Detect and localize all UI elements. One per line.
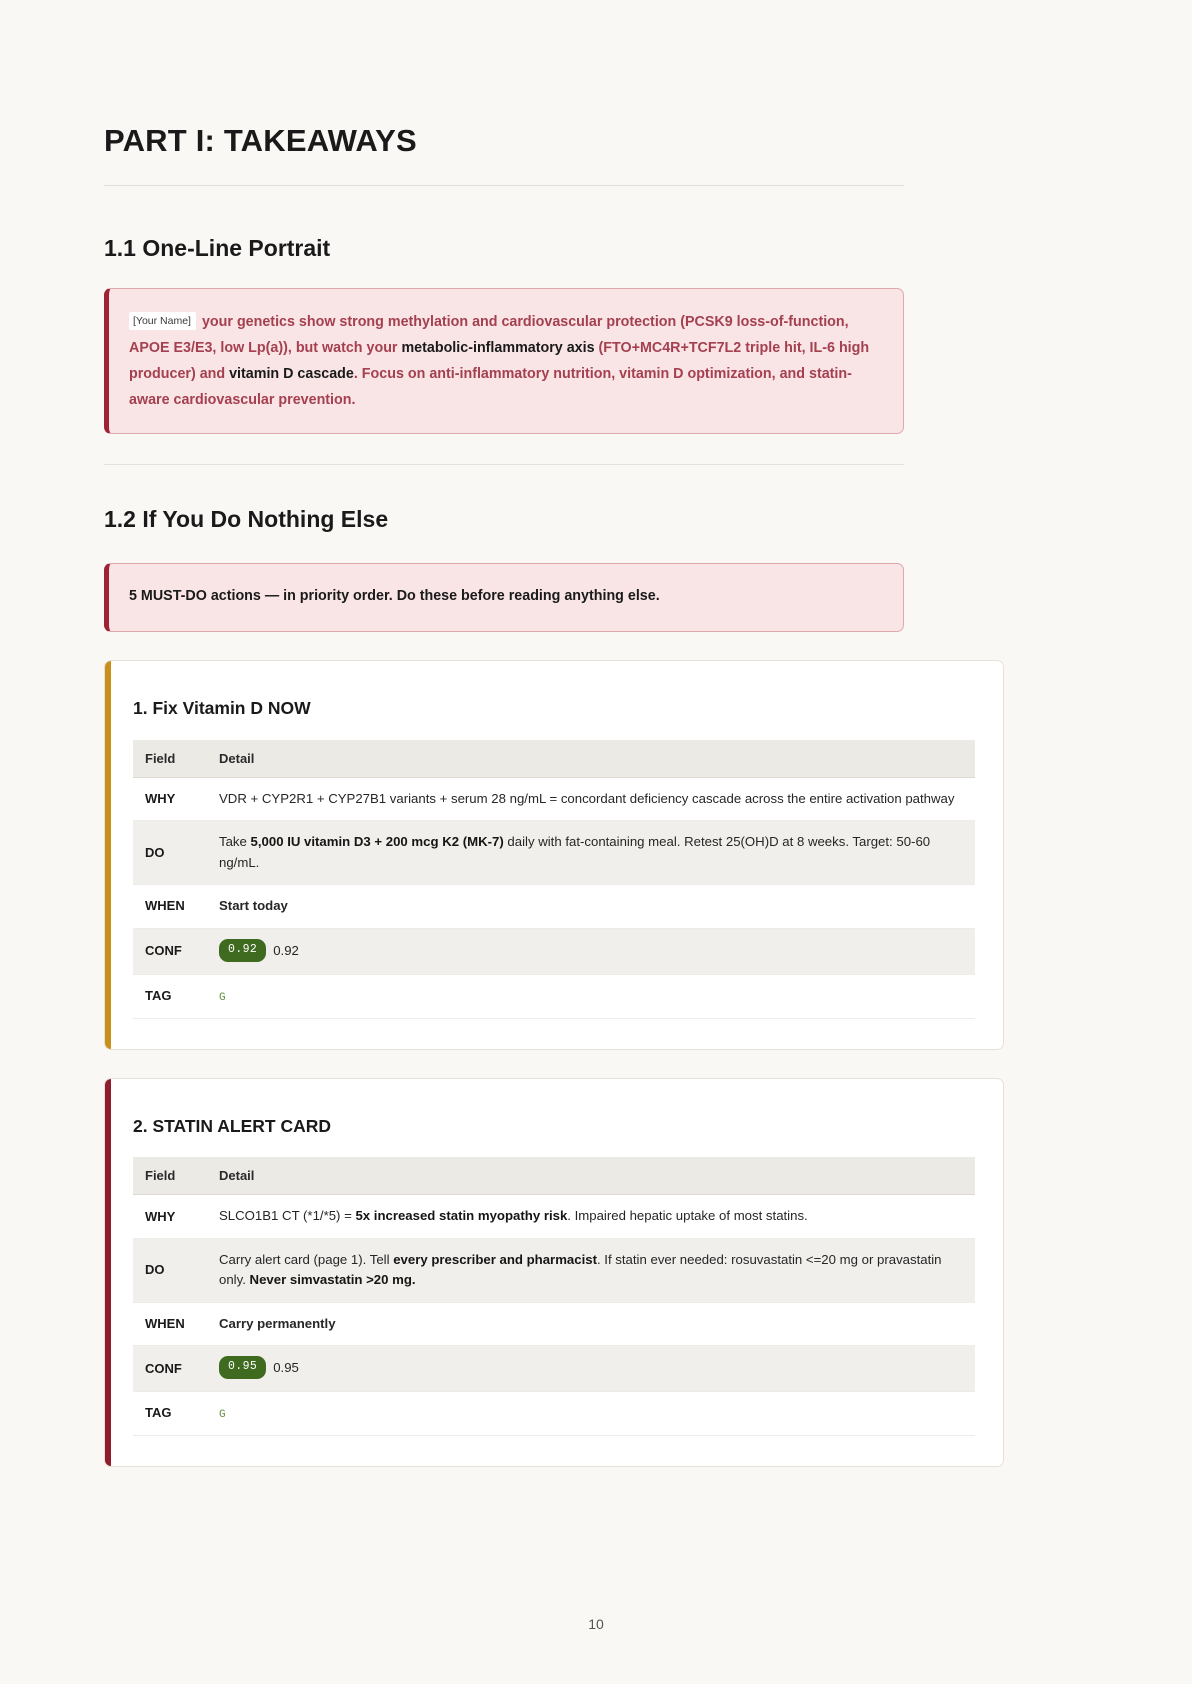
must-do-text: 5 MUST-DO actions — in priority order. Do these before reading anything else. xyxy=(129,587,660,604)
row-label-when: WHEN xyxy=(133,885,207,928)
table-row-when xyxy=(133,885,975,928)
row-label-do: DO xyxy=(133,821,207,885)
action-card-2 xyxy=(104,1078,1004,1467)
table-header-row xyxy=(133,740,975,778)
your-name-chip: [Your Name] xyxy=(129,312,196,330)
page-number: 10 xyxy=(588,1616,604,1632)
table-row-why xyxy=(133,777,975,820)
must-do-callout xyxy=(104,563,904,632)
table-header-row xyxy=(133,1157,975,1195)
table-row-do xyxy=(133,1238,975,1302)
row-label-why: WHY xyxy=(133,777,207,820)
one-line-portrait-callout xyxy=(104,288,904,434)
row-value-when: Carry permanently xyxy=(207,1302,975,1345)
row-label-do: DO xyxy=(133,1238,207,1302)
row-value-why: SLCO1B1 CT (*1/*5) = 5x increased statin myopathy risk. Impaired hepatic uptake of most statins. xyxy=(207,1195,975,1238)
table-row-when xyxy=(133,1302,975,1345)
row-value-do: Carry alert card (page 1). Tell every prescriber and pharmacist. If statin ever needed: rosuvastatin <=20 mg or pravastatin only. Never simvastatin >20 mg. xyxy=(207,1238,975,1302)
section-heading-1-2: 1.2 If You Do Nothing Else xyxy=(104,506,389,532)
confidence-value: 0.95 xyxy=(273,1360,299,1376)
action-card-1 xyxy=(104,660,1004,1049)
row-label-when: WHEN xyxy=(133,1302,207,1345)
spacer xyxy=(104,465,1088,505)
table-row-tag xyxy=(133,974,975,1018)
page-title: PART I: TAKEAWAYS xyxy=(104,123,417,158)
action-card-2-title: 2. STATIN ALERT CARD xyxy=(133,1115,332,1136)
row-value-why: VDR + CYP2R1 + CYP27B1 variants + serum 28 ng/mL = concordant deficiency cascade across the entire activation pathway xyxy=(207,777,975,820)
tag-chip: G xyxy=(219,1408,226,1421)
row-value-do: Take 5,000 IU vitamin D3 + 200 mcg K2 (MK-7) daily with fat-containing meal. Retest 25(OH)D at 8 weeks. Target: 50-60 ng/mL. xyxy=(207,821,975,885)
table-row-tag xyxy=(133,1391,975,1435)
row-label-conf: CONF xyxy=(133,928,207,974)
row-label-tag: TAG xyxy=(133,974,207,1018)
column-header-field: Field xyxy=(133,740,207,778)
confidence-value: 0.92 xyxy=(273,942,299,958)
row-label-tag: TAG xyxy=(133,1391,207,1435)
row-label-conf: CONF xyxy=(133,1346,207,1392)
table-row-why xyxy=(133,1195,975,1238)
action-card-1-table xyxy=(133,740,975,1019)
page-footer xyxy=(0,1616,1192,1632)
tag-chip: G xyxy=(219,991,226,1004)
table-row-conf xyxy=(133,928,975,974)
table-row-conf xyxy=(133,1346,975,1392)
confidence-badge: 0.95 xyxy=(219,1356,266,1379)
row-label-why: WHY xyxy=(133,1195,207,1238)
row-value-when: Start today xyxy=(207,885,975,928)
action-card-2-table xyxy=(133,1157,975,1436)
confidence-badge: 0.92 xyxy=(219,939,266,962)
row-value-conf xyxy=(207,1346,975,1392)
action-card-1-title: 1. Fix Vitamin D NOW xyxy=(133,698,311,719)
row-value-tag xyxy=(207,974,975,1018)
section-heading-1-1: 1.1 One-Line Portrait xyxy=(104,235,331,262)
row-value-conf xyxy=(207,928,975,974)
spacer xyxy=(104,186,1088,234)
column-header-field: Field xyxy=(133,1157,207,1195)
portrait-text: your genetics show strong methylation and cardiovascular protection (PCSK9 loss-of-function, APOE E3/E3, low Lp(a)), but watch your metabolic-inflammatory axis (FTO+MC4R+TCF7L2 triple hit, IL-6 high producer) and vitamin D cascade. Focus on anti-inflammatory nutrition, vitamin D optimization, and statin-aware cardiovascular prevention. xyxy=(129,313,870,408)
row-value-tag xyxy=(207,1391,975,1435)
column-header-detail: Detail xyxy=(207,740,975,778)
table-row-do xyxy=(133,821,975,885)
column-header-detail: Detail xyxy=(207,1157,975,1195)
